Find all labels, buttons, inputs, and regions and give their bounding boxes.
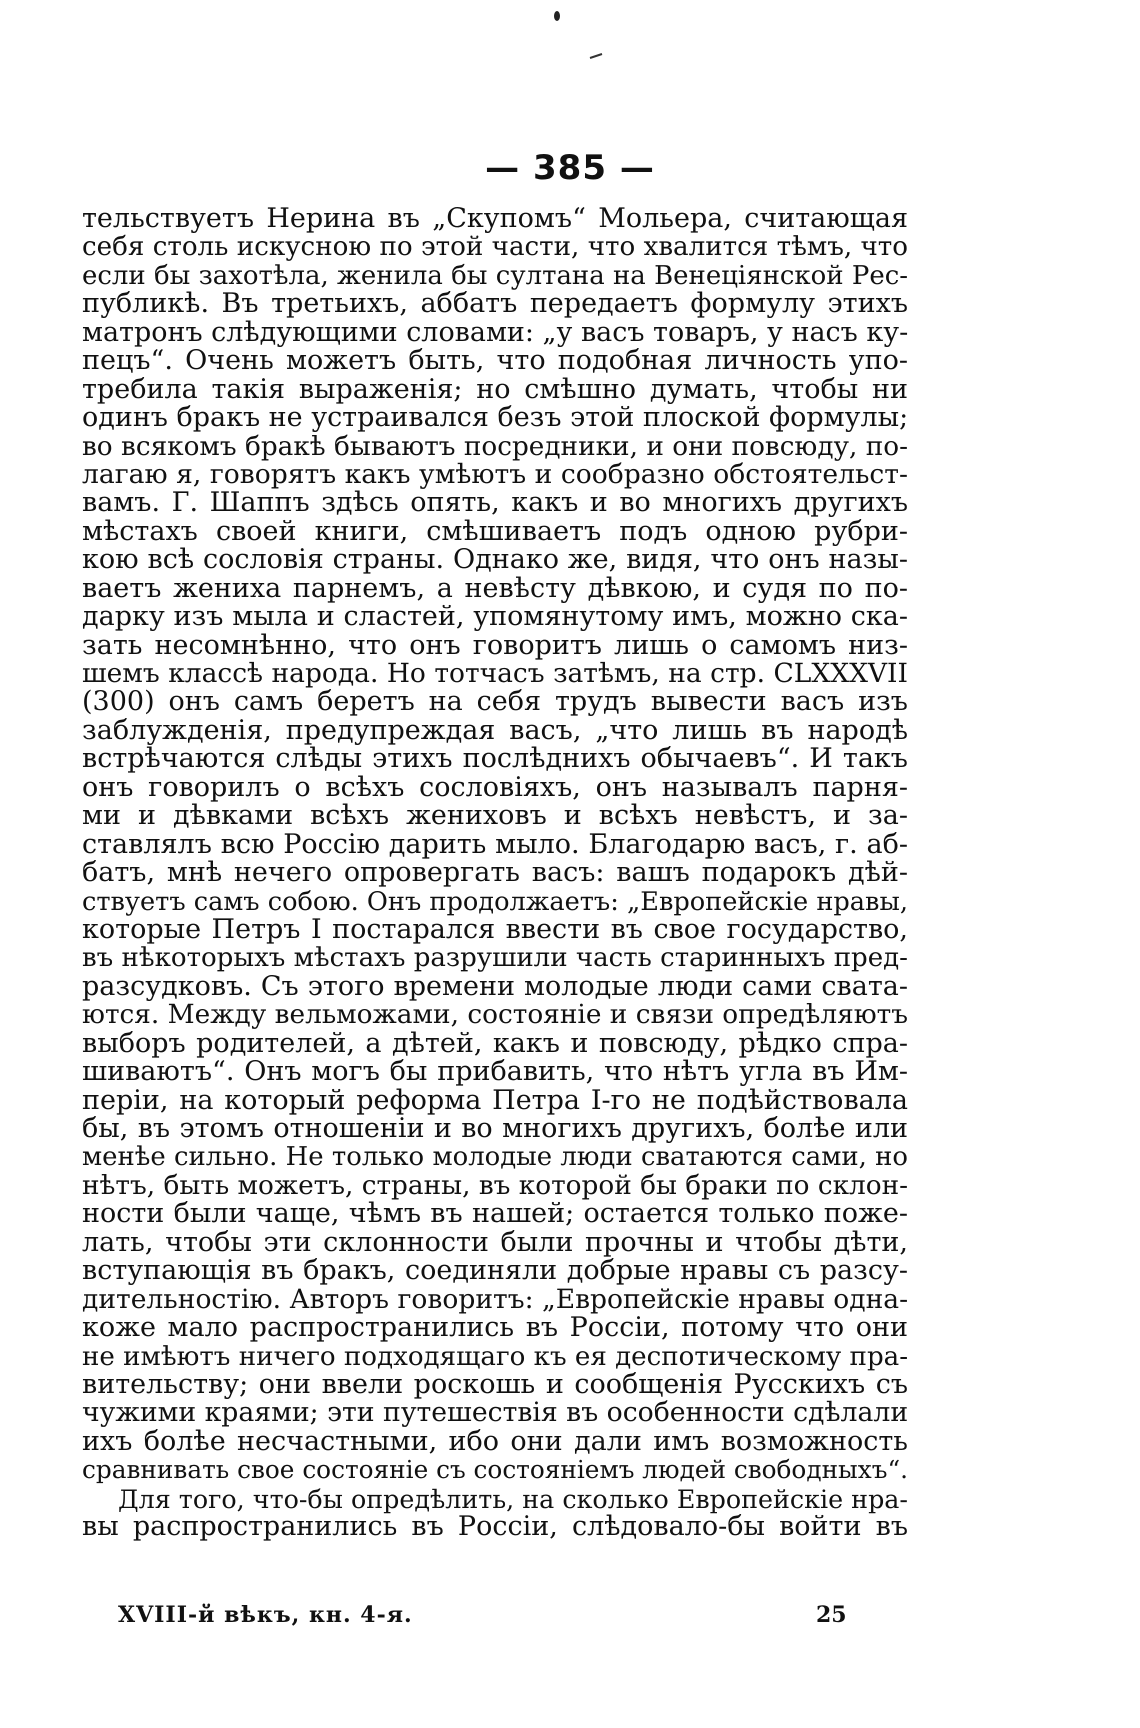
text-line: вительству; они ввели роскошь и сообщенія Русскихъ съ <box>82 1368 908 1400</box>
text-line: ихъ болѣе несчастными, ибо они дали имъ возможность <box>82 1425 908 1457</box>
text-line: вы распространились въ Россіи, слѣдовало-бы войти въ <box>82 1511 908 1543</box>
text-line: Для того, что-бы опредѣлить, на сколько Европейскіе нра- <box>118 1483 908 1514</box>
text-line: шемъ классѣ народа. Но тотчасъ затѣмъ, на стр. CLXXXVII <box>82 658 908 689</box>
text-line: выборъ родителей, а дѣтей, какъ и повсюду, рѣдко спра- <box>82 1027 908 1059</box>
text-line: во всякомъ бракѣ бываютъ посредники, и они повсюду, по- <box>82 431 908 462</box>
text-line: мѣстахъ своей книги, смѣшиваетъ подъ одною рубри- <box>82 515 908 547</box>
text-line: ствуетъ самъ собою. Онъ продолжаетъ: „Европейскіе нравы, <box>82 886 908 917</box>
text-line: если бы захотѣла, женила бы султана на Венеціянской Рес- <box>82 260 908 291</box>
text-line: дарку изъ мыла и сластей, упомянутому имъ, можно ска- <box>82 601 908 633</box>
text-line: пецъ“. Очень можетъ быть, что подобная личность упо- <box>82 345 908 377</box>
text-line: вступающія въ бракъ, соединяли добрые нравы съ разсу- <box>82 1255 908 1287</box>
page-number: — 385 — <box>485 148 655 188</box>
text-line: чужими краями; эти путешествія въ особенности сдѣлали <box>82 1397 909 1429</box>
text-line: тельствуетъ Нерина въ „Скупомъ“ Мольера, считающая <box>82 203 908 234</box>
text-line: въ нѣкоторыхъ мѣстахъ разрушили часть старинныхъ пред- <box>82 943 908 974</box>
text-line: зать несомнѣнно, что онъ говоритъ лишь о самомъ низ- <box>82 629 908 661</box>
text-line: себя столь искусною по этой части, что хвалится тѣмъ, что <box>82 232 908 263</box>
text-line: вамъ. Г. Шаппъ здѣсь опять, какъ и во многихъ другихъ <box>82 487 908 519</box>
text-line: сравнивать свое состояніе съ состояніемъ людей свободныхъ“. <box>82 1455 908 1485</box>
text-line: коже мало распространились въ Россіи, потому что они <box>82 1312 908 1344</box>
text-line: лагаю я, говорятъ какъ умѣютъ и сообразно обстоятельст- <box>82 458 908 490</box>
text-line: нѣтъ, быть можетъ, страны, въ которой бы браки по склон- <box>82 1170 909 1201</box>
text-line: не имѣютъ ничего подходящаго къ ея деспотическому пра- <box>82 1341 909 1372</box>
text-line: ваетъ жениха парнемъ, а невѣсту дѣвкою, и судя по по- <box>82 572 908 604</box>
text-line: которые Петръ I постарался ввести въ свое государство, <box>82 913 908 945</box>
text-line: бы, въ этомъ отношеніи и во многихъ другихъ, болѣе или <box>82 1113 908 1144</box>
text-line: ности были чаще, чѣмъ въ нашей; остается только поже- <box>82 1198 908 1230</box>
text-line: менѣе сильно. Не только молодые люди сватаются сами, но <box>82 1142 908 1173</box>
body-text <box>82 205 908 1542</box>
printer-signature: XVIII-й вѣкъ, кн. 4-я. <box>118 1602 413 1628</box>
text-line: заблужденія, предупреждая васъ, „что лишь въ народѣ <box>82 714 908 746</box>
text-line: встрѣчаются слѣды этихъ послѣднихъ обычаевъ“. И такъ <box>82 743 908 775</box>
text-line: разсудковъ. Съ этого времени молодые люди сами свата- <box>82 970 908 1002</box>
text-line: батъ, мнѣ нечего опровергать васъ: вашъ подарокъ дѣй- <box>82 857 908 889</box>
text-line: (300) онъ самъ беретъ на себя трудъ вывести васъ изъ <box>82 686 908 718</box>
text-line: ставлялъ всю Россію дарить мыло. Благодарю васъ, г. аб- <box>82 828 908 860</box>
text-line: ются. Между вельможами, состояніе и связи опредѣляютъ <box>82 1000 909 1031</box>
sheet-number: 25 <box>816 1602 847 1628</box>
text-line: матронъ слѣдующими словами: „у васъ товаръ, у насъ ку- <box>82 316 909 348</box>
text-line: кою всѣ сословія страны. Однако же, видя, что онъ назы- <box>82 544 908 576</box>
text-line: періи, на который реформа Петра I-го не подѣйствовала <box>82 1084 908 1116</box>
text-line: одинъ бракъ не устраивался безъ этой плоской формулы; <box>82 402 909 434</box>
text-line: онъ говорилъ о всѣхъ сословіяхъ, онъ называлъ парня- <box>82 771 908 803</box>
text-line: шиваютъ“. Онъ могъ бы прибавить, что нѣтъ угла въ Им- <box>82 1056 908 1088</box>
text-line: публикѣ. Въ третьихъ, аббатъ передаетъ формулу этихъ <box>82 288 908 320</box>
page-footer <box>118 1602 878 1634</box>
text-line: требила такія выраженія; но смѣшно думать, чтобы ни <box>82 373 908 405</box>
text-line: дительностію. Авторъ говоритъ: „Европейскіе нравы одна- <box>82 1283 909 1315</box>
text-line: лать, чтобы эти склонности были прочны и чтобы дѣти, <box>82 1226 908 1258</box>
text-line: ми и дѣвками всѣхъ жениховъ и всѣхъ невѣстъ, и за- <box>82 800 908 832</box>
